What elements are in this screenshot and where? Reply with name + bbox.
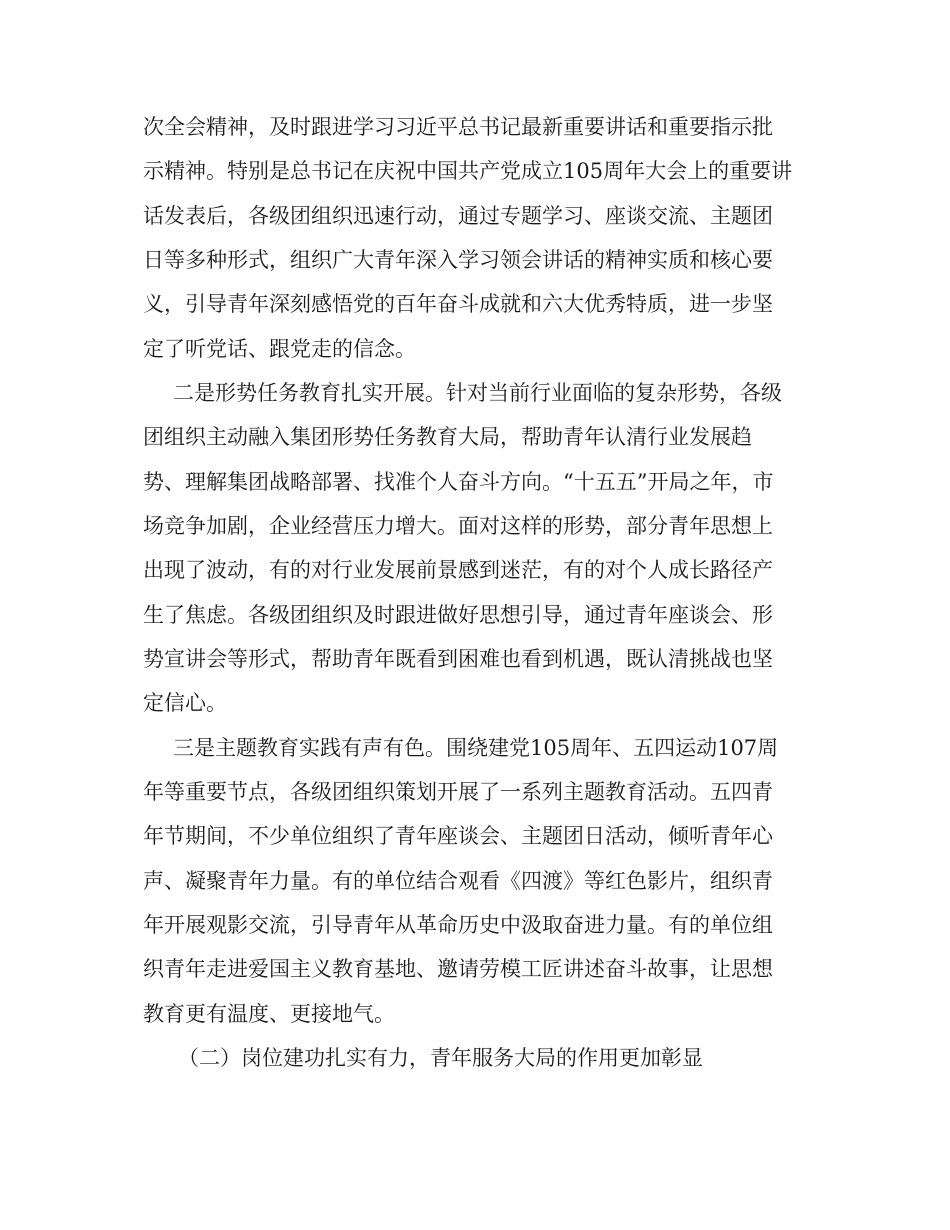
text-line: 日等多种形式，组织广大青年深入学习领会讲话的精神实质和核心要 [143, 248, 773, 272]
text-line: 示精神。特别是总书记在庆祝中国共产党成立105周年大会上的重要讲 [143, 159, 793, 183]
text-line: 势、理解集团战略部署、找准个人奋斗方向。“十五五”开局之年，市 [143, 470, 774, 494]
text-line: 团组织主动融入集团形势任务教育大局，帮助青年认清行业发展趋 [143, 425, 752, 449]
text-line: 次全会精神，及时跟进学习习近平总书记最新重要讲话和重要指示批 [143, 115, 773, 139]
text-line: 场竞争加剧，企业经营压力增大。面对这样的形势，部分青年思想上 [143, 514, 773, 538]
text-line: 年节期间，不少单位组织了青年座谈会、主题团日活动，倾听青年心 [143, 824, 773, 848]
paragraph-first-line: 二是形势任务教育扎实开展。针对当前行业面临的复杂形势，各级 [173, 381, 782, 405]
text-line: 话发表后，各级团组织迅速行动，通过专题学习、座谈交流、主题团 [143, 204, 773, 228]
text-line: 义，引导青年深刻感悟党的百年奋斗成就和六大优秀特质，进一步坚 [143, 292, 773, 316]
text-line: 教育更有温度、更接地气。 [143, 1002, 395, 1026]
section-heading: （二）岗位建功扎实有力，青年服务大局的作用更加彰显 [178, 1046, 703, 1070]
text-line: 出现了波动，有的对行业发展前景感到迷茫，有的对个人成长路径产 [143, 558, 773, 582]
text-line: 声、凝聚青年力量。有的单位结合观看《四渡》等红色影片，组织青 [143, 869, 773, 893]
text-line: 织青年走进爱国主义教育基地、邀请劳模工匠讲述奋斗故事，让思想 [143, 957, 773, 981]
text-line: 势宣讲会等形式，帮助青年既看到困难也看到机遇，既认清挑战也坚 [143, 647, 773, 671]
paragraph-first-line: 三是主题教育实践有声有色。围绕建党105周年、五四运动107周 [173, 736, 779, 760]
text-line: 定信心。 [143, 691, 227, 715]
text-line: 年等重要节点，各级团组织策划开展了一系列主题教育活动。五四青 [143, 780, 773, 804]
text-line: 生了焦虑。各级团组织及时跟进做好思想引导，通过青年座谈会、形 [143, 603, 773, 627]
text-line: 年开展观影交流，引导青年从革命历史中汲取奋进力量。有的单位组 [143, 913, 773, 937]
text-line: 定了听党话、跟党走的信念。 [143, 337, 416, 361]
